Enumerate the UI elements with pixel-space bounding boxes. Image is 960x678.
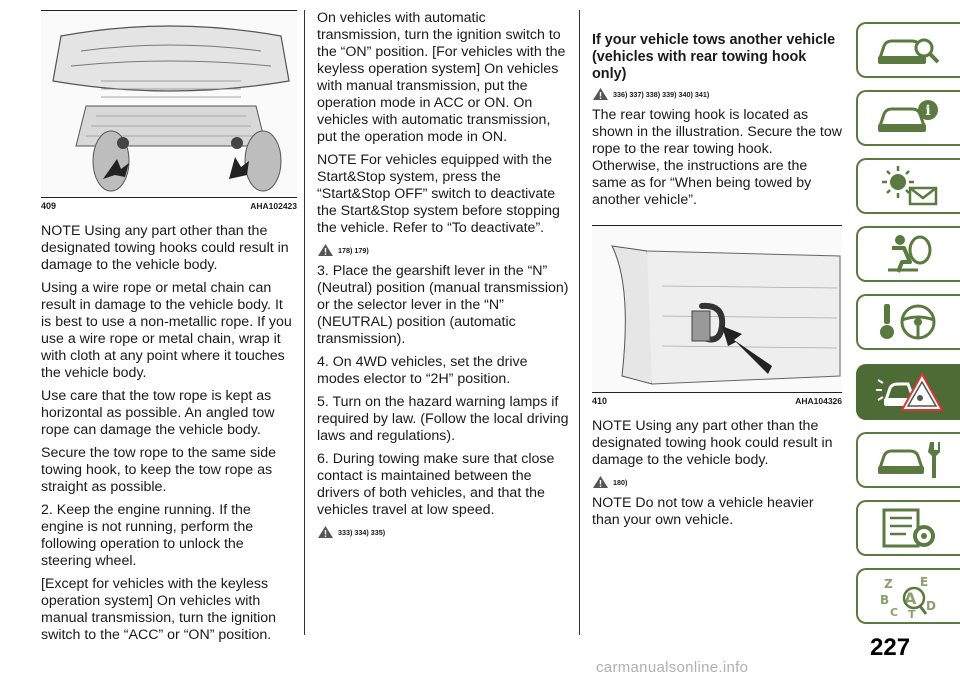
car-warning-triangle-icon bbox=[874, 370, 944, 414]
warning-refs: 180) bbox=[613, 477, 628, 487]
figure-caption-410 bbox=[592, 393, 842, 406]
warning-refs: 333) 334) 335) bbox=[338, 527, 386, 537]
paragraph: Using a wire rope or metal chain can result in damage to the vehicle body. It is best to use a non-metallic rope. If you use a wire rope or metal chain, wrap it with cloth at any point where it touches the vehicle body. bbox=[41, 280, 292, 381]
figure-code: AHA102423 bbox=[250, 201, 297, 211]
warning-refs: 178) 179) bbox=[338, 245, 369, 255]
svg-text:D: D bbox=[926, 599, 936, 613]
page-number: 227 bbox=[870, 634, 911, 661]
figure-409 bbox=[41, 10, 297, 198]
warning-reference bbox=[592, 475, 842, 489]
warning-triangle-icon bbox=[592, 475, 609, 489]
car-info-icon bbox=[874, 96, 944, 140]
paragraph: Secure the tow rope to the same side towing hook, to keep the tow rope as straight as possible. bbox=[41, 445, 277, 495]
column-3 bbox=[592, 10, 842, 535]
tab-starting-driving[interactable] bbox=[856, 294, 960, 350]
tab-maintenance[interactable] bbox=[856, 432, 960, 488]
svg-text:i: i bbox=[925, 103, 931, 119]
column-divider-2 bbox=[579, 10, 580, 635]
tab-lights-messages[interactable] bbox=[856, 158, 960, 214]
svg-text:Z: Z bbox=[884, 577, 893, 591]
warning-reference bbox=[592, 87, 842, 101]
warning-reference bbox=[317, 243, 573, 257]
svg-text:B: B bbox=[880, 593, 890, 607]
warning-triangle-icon bbox=[317, 243, 334, 257]
figure-code: AHA104326 bbox=[795, 396, 842, 406]
column-1 bbox=[41, 10, 297, 650]
paragraph: 2. Keep the engine running. If the engine is not running, perform the following operation to unlock the steering wheel. bbox=[41, 502, 254, 569]
car-search-icon bbox=[874, 28, 944, 72]
figure-410 bbox=[592, 225, 842, 393]
warning-reference bbox=[317, 525, 573, 539]
paragraph: The rear towing hook is located as shown in the illustration. Secure the tow rope to the rear towing hook. Otherwise, the instructions are the same as for “When being towed by another vehicle”. bbox=[592, 107, 842, 208]
paragraph: NOTE Using any part other than the designated towing hook could result in damage to the vehicle body. bbox=[592, 418, 833, 468]
svg-text:A: A bbox=[904, 589, 917, 608]
tab-emergency[interactable] bbox=[856, 364, 960, 420]
tab-car-search[interactable] bbox=[856, 22, 960, 78]
paragraph: [Except for vehicles with the keyless operation system] On vehicles with manual transmission, turn the ignition switch to the “ACC” or “ON” position. bbox=[41, 576, 277, 643]
warning-triangle-icon bbox=[592, 87, 609, 101]
svg-text:C: C bbox=[890, 606, 899, 618]
column-2 bbox=[317, 10, 573, 545]
tab-safety[interactable] bbox=[856, 226, 960, 282]
checklist-gear-icon bbox=[874, 506, 944, 550]
key-steering-wheel-icon bbox=[874, 300, 944, 344]
alphabet-index-icon bbox=[874, 574, 944, 618]
figure-number: 410 bbox=[592, 396, 608, 406]
paragraph: 4. On 4WD vehicles, set the drive modes elector to “2H” position. bbox=[317, 354, 528, 387]
paragraph: On vehicles with automatic transmission, turn the ignition switch to the “ON” position. [For vehicles with the keyless operation system] On vehicles with manual transmission, put the operation mode in ACC or ON. On vehicles with automatic transmission, put the operation mode in ON. bbox=[317, 10, 566, 145]
svg-text:E: E bbox=[920, 575, 929, 589]
tab-index[interactable] bbox=[856, 568, 960, 624]
car-wrench-icon bbox=[874, 438, 944, 482]
tab-car-info[interactable] bbox=[856, 90, 960, 146]
light-mail-icon bbox=[874, 164, 944, 208]
paragraph: 5. Turn on the hazard warning lamps if required by law. (Follow the local driving laws and regulations). bbox=[317, 394, 569, 444]
paragraph: 6. During towing make sure that close contact is maintained between the drivers of both vehicles, and that the vehicles travel at low speed. bbox=[317, 451, 555, 518]
paragraph: NOTE Do not tow a vehicle heavier than your own vehicle. bbox=[592, 495, 814, 528]
airbag-passenger-icon bbox=[874, 232, 944, 276]
paragraph: Use care that the tow rope is kept as horizontal as possible. An angled tow rope can damage the vehicle body. bbox=[41, 388, 275, 438]
front-towing-hook-illustration bbox=[41, 11, 297, 197]
warning-triangle-icon bbox=[317, 525, 334, 539]
figure-caption-409 bbox=[41, 198, 297, 211]
paragraph: 3. Place the gearshift lever in the “N” (Neutral) position (manual transmission) or the selector lever in the “N” (NEUTRAL) position (automatic transmission). bbox=[317, 263, 569, 347]
section-heading: If your vehicle tows another vehicle (vehicles with rear towing hook only) bbox=[592, 32, 836, 82]
tab-technical-data[interactable] bbox=[856, 500, 960, 556]
paragraph: NOTE For vehicles equipped with the Start&Stop system, press the “Start&Stop OFF” switch to deactivate the Start&Stop system before stopping the vehicle. Refer to “To deactivate”. bbox=[317, 152, 560, 236]
column-divider-1 bbox=[304, 10, 305, 635]
warning-refs: 336) 337) 338) 339) 340) 341) bbox=[613, 89, 710, 99]
figure-number: 409 bbox=[41, 201, 57, 211]
paragraph: NOTE Using any part other than the designated towing hooks could result in damage to the vehicle body. bbox=[41, 223, 289, 273]
watermark: carmanualsonline.info bbox=[596, 659, 749, 676]
rear-towing-hook-illustration bbox=[592, 226, 842, 392]
svg-text:T: T bbox=[908, 608, 916, 618]
